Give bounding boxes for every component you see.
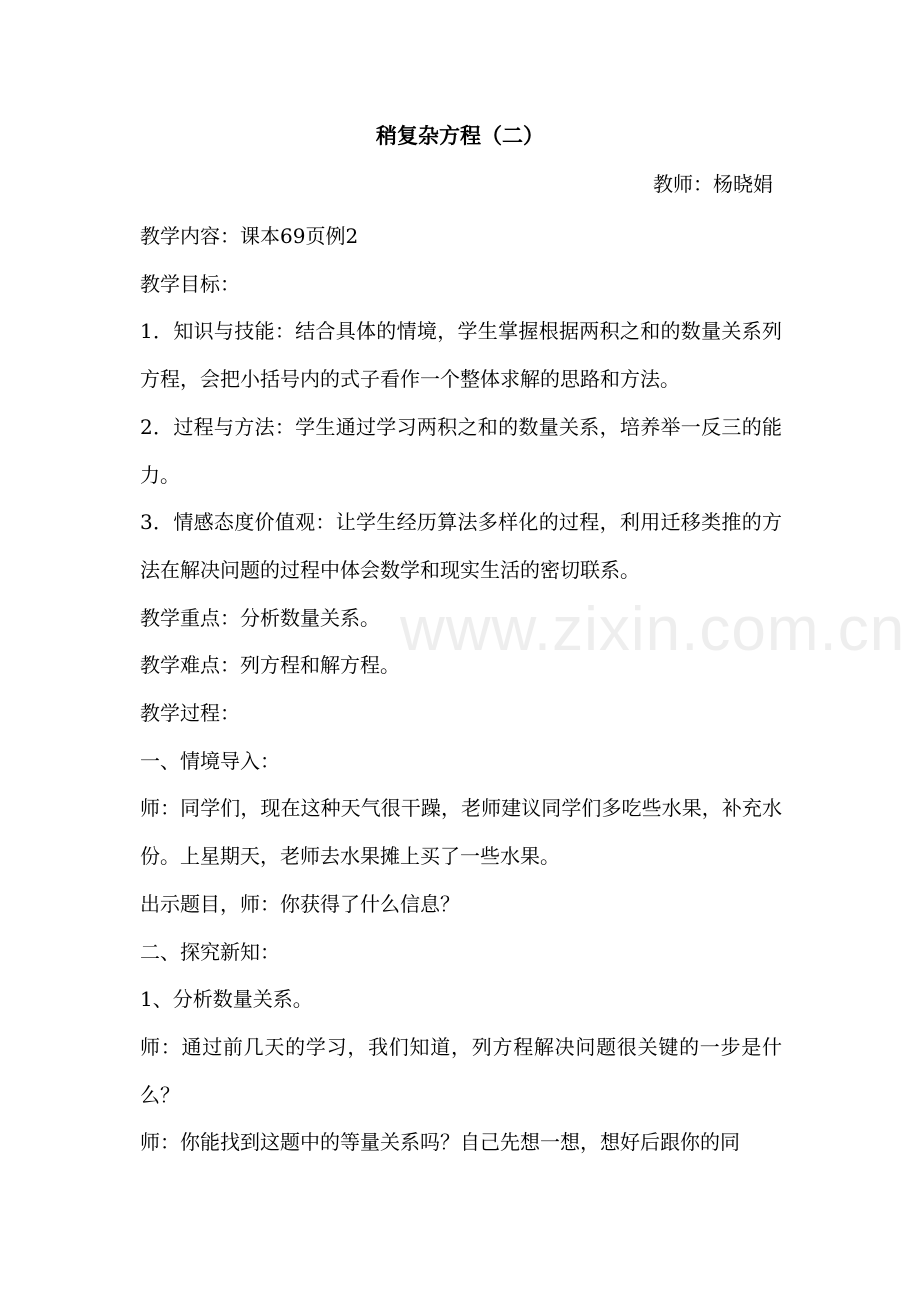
paragraph-objective-2: 2．过程与方法：学生通过学习两积之和的数量关系，培养举一反三的能力。	[140, 414, 782, 487]
paragraph-teacher-question-2: 师：你能找到这题中的等量关系吗？自己先想一想，想好后跟你的同	[140, 1130, 740, 1155]
paragraph-teacher-question-1: 师：通过前几天的学习，我们知道，列方程解决问题很关键的一步是什么？	[140, 1034, 782, 1107]
paragraph-key-point: 教学重点：分析数量关系。	[140, 605, 380, 630]
subsection-analyze: 1、分析数量关系。	[140, 987, 313, 1012]
paragraph-process-heading: 教学过程：	[140, 701, 240, 726]
paragraph-objectives-heading: 教学目标：	[140, 271, 240, 296]
section-heading-intro: 一、情境导入：	[140, 748, 280, 773]
paragraph-teacher-intro: 师：同学们，现在这种天气很干躁，老师建议同学们多吃些水果，补充水份。上星期天，老师去水果摊上买了一些水果。	[140, 796, 782, 869]
paragraph-objective-3: 3．情感态度价值观：让学生经历算法多样化的过程，利用迁移类推的方法在解决问题的过程中体会数学和现实生活的密切联系。	[140, 510, 782, 582]
paragraph-show-question: 出示题目，师：你获得了什么信息？	[140, 891, 460, 916]
document-title: 稍复杂方程（二）	[376, 123, 544, 148]
teacher-line: 教师：杨晓娟	[653, 172, 773, 196]
paragraph-difficulty: 教学难点：列方程和解方程。	[140, 653, 400, 678]
watermark: www.zixin.com.cn	[400, 595, 906, 664]
paragraph-content: 教学内容：课本69页例2	[140, 224, 359, 248]
section-heading-explore: 二、探究新知：	[140, 939, 280, 964]
document-body	[140, 213, 782, 1167]
paragraph-objective-1: 1．知识与技能：结合具体的情境，学生掌握根据两积之和的数量关系列方程，会把小括号内的式子看作一个整体求解的思路和方法。	[140, 319, 782, 392]
